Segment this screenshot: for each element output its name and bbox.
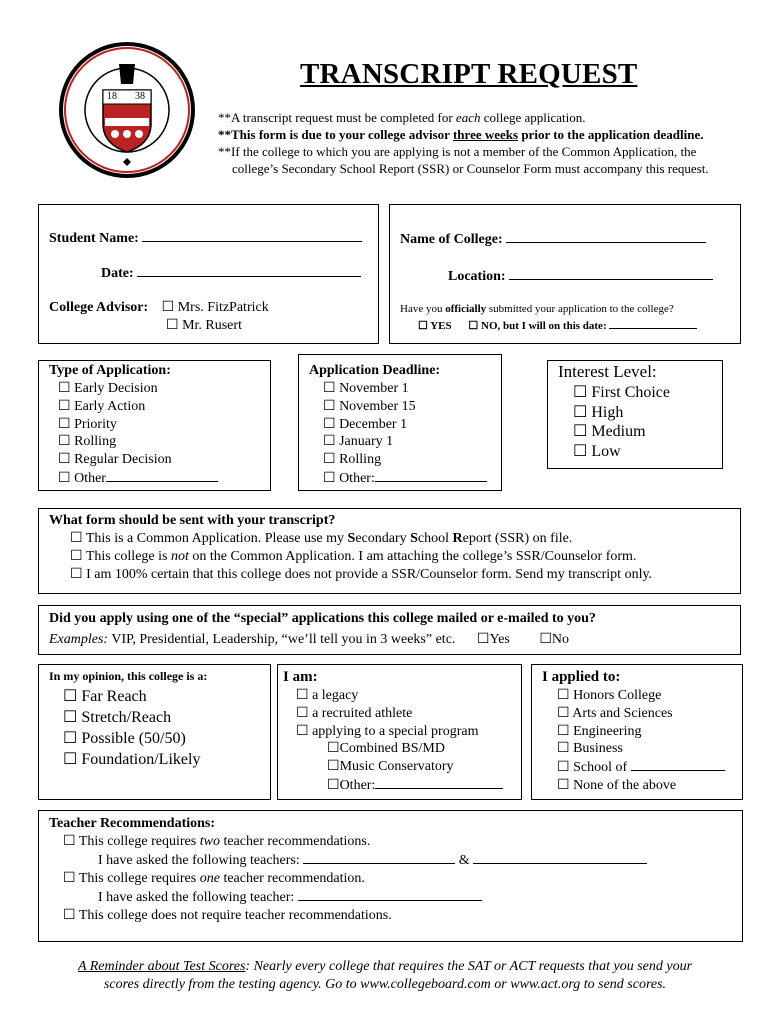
note-2: **This form is due to your college advisor three weeks prior to the application deadline. (218, 127, 704, 142)
interest-option[interactable]: ☐ High (573, 403, 624, 421)
deadline-title: Application Deadline: (309, 363, 441, 378)
deadline-option[interactable]: ☐ Rolling (323, 452, 382, 468)
submitted-options: ☐ YES ☐ NO, but I will on this date: (418, 319, 697, 332)
form-sent-list (70, 530, 652, 584)
applied-option[interactable]: ☐ School of (557, 758, 725, 777)
student-name-row: Student Name: (49, 229, 362, 247)
app-type-title: Type of Application: (49, 363, 171, 378)
applied-option[interactable]: ☐ Honors College (557, 688, 662, 703)
iam-sub-option[interactable]: ☐Music Conservatory (327, 758, 454, 774)
app-type-option[interactable]: ☐ Early Decision (58, 381, 158, 396)
app-type-option[interactable]: ☐ Early Action (58, 398, 146, 414)
page-title: TRANSCRIPT REQUEST (300, 58, 638, 90)
footer-reminder (0, 958, 770, 994)
applied-option[interactable]: ☐ Arts and Sciences (557, 705, 673, 721)
special-title: Did you apply using one of the “special” applications this college mailed or e-mailed to you? (49, 611, 596, 626)
iam-list (296, 687, 478, 740)
location-row: Location: (448, 267, 713, 285)
applied-option[interactable]: ☐ Engineering (557, 723, 642, 739)
header-notes (218, 109, 709, 177)
teacher-asked-one: I have asked the following teacher: (63, 888, 647, 907)
teacher-option-one[interactable]: ☐ This college requires one teacher recommendation. (63, 871, 365, 886)
reminder-line-1: A Reminder about Test Scores: Nearly every college that requires the SAT or ACT requests that you send your (77, 959, 693, 974)
interest-title: Interest Level: (558, 362, 657, 381)
iam-sublist (327, 740, 503, 794)
advisor-row-2: ☐ Mr. Rusert (166, 318, 242, 333)
date-row: Date: (101, 264, 361, 282)
app-type-list (58, 380, 218, 488)
teacher-option-two[interactable]: ☐ This college requires two teacher recommendations. (63, 834, 371, 849)
location-field[interactable] (509, 267, 713, 280)
app-type-option[interactable]: ☐ Regular Decision (58, 452, 172, 468)
special-examples: Examples: VIP, Presidential, Leadership, “we’ll tell you in 3 weeks” etc. ☐Yes ☐No (49, 632, 570, 647)
submit-date-field[interactable] (609, 319, 697, 329)
opinion-option[interactable]: ☐ Stretch/Reach (63, 709, 172, 726)
deadline-option[interactable]: ☐ November 1 (323, 381, 409, 396)
special-yes-checkbox[interactable]: ☐ (476, 632, 490, 647)
date-field[interactable] (137, 264, 361, 277)
app-type-option[interactable]: ☐ Rolling (58, 434, 117, 450)
form-sent-title: What form should be sent with your transcript? (49, 513, 336, 528)
advisor-row: College Advisor: ☐ Mrs. FitzPatrick (49, 300, 269, 315)
interest-option[interactable]: ☐ Medium (573, 423, 646, 440)
form-option-common-app[interactable]: ☐ This is a Common Application. Please use my Secondary School Report (SSR) on file. (70, 531, 573, 546)
deadline-list (323, 380, 487, 488)
deadline-option[interactable]: ☐ December 1 (323, 416, 408, 432)
advisor-checkbox-1[interactable]: ☐ (161, 300, 175, 315)
opinion-option[interactable]: ☐ Far Reach (63, 688, 147, 705)
iam-option[interactable]: ☐ a legacy (296, 688, 359, 703)
iam-option[interactable]: ☐ a recruited athlete (296, 705, 413, 721)
applied-list (557, 687, 725, 795)
school-logo (57, 40, 197, 180)
note-1: **A transcript request must be completed for each college application. (218, 110, 586, 125)
iam-option[interactable]: ☐ applying to a special program (296, 723, 479, 739)
seal-icon (57, 40, 197, 180)
note-3-line1: **If the college to which you are applying is not a member of the Common Application, the (218, 144, 697, 159)
teacher-field-2[interactable] (473, 851, 647, 864)
interest-option[interactable]: ☐ Low (573, 442, 621, 460)
special-no-checkbox[interactable]: ☐ (539, 632, 552, 647)
deadline-option[interactable]: ☐ Other: (323, 469, 487, 488)
app-type-option[interactable]: ☐ Other (58, 469, 218, 488)
opinion-option[interactable]: ☐ Possible (50/50) (63, 730, 186, 747)
form-option-transcript-only[interactable]: ☐ I am 100% certain that this college does not provide a SSR/Counselor form. Send my transcript only. (70, 567, 653, 582)
opinion-option[interactable]: ☐ Foundation/Likely (63, 751, 201, 768)
year-left: 18 (107, 91, 117, 102)
student-name-field[interactable] (142, 229, 362, 242)
opinion-list (63, 686, 200, 770)
iam-sub-option[interactable]: ☐Other: (327, 776, 503, 795)
note-3-line2: college’s Secondary School Report (SSR) or Counselor Form must accompany this request. (232, 161, 709, 176)
college-name-row: Name of College: (400, 230, 706, 248)
applied-title: I applied to: (542, 669, 621, 685)
teacher-field-1[interactable] (303, 851, 455, 864)
deadline-option[interactable]: ☐ January 1 (323, 434, 394, 450)
yes-checkbox[interactable]: ☐ (418, 320, 428, 332)
submitted-question: Have you officially submitted your application to the college? (400, 303, 674, 315)
interest-list (573, 383, 670, 461)
opinion-title: In my opinion, this college is a: (49, 669, 208, 683)
college-name-field[interactable] (506, 230, 706, 243)
advisor-checkbox-2[interactable]: ☐ (166, 318, 179, 333)
no-checkbox[interactable]: ☐ (468, 320, 479, 332)
iam-sub-option[interactable]: ☐Combined BS/MD (327, 741, 445, 756)
iam-title: I am: (283, 669, 318, 685)
teacher-title: Teacher Recommendations: (49, 816, 216, 831)
applied-option[interactable]: ☐ None of the above (557, 777, 677, 793)
app-type-option[interactable]: ☐ Priority (58, 416, 117, 432)
form-option-attach[interactable]: ☐ This college is not on the Common Application. I am attaching the college’s SSR/Counselor form. (70, 549, 637, 564)
teacher-list (63, 833, 647, 925)
teacher-field-3[interactable] (298, 888, 482, 901)
interest-option[interactable]: ☐ First Choice (573, 384, 671, 401)
year-right: 38 (135, 91, 145, 102)
applied-option[interactable]: ☐ Business (557, 741, 623, 757)
deadline-option[interactable]: ☐ November 15 (323, 398, 416, 414)
teacher-asked-two: I have asked the following teachers: & (63, 851, 647, 870)
teacher-option-none[interactable]: ☐ This college does not require teacher recommendations. (63, 908, 392, 923)
reminder-line-2: scores directly from the testing agency. Go to www.collegeboard.com or www.act.org to send scores. (103, 977, 667, 992)
